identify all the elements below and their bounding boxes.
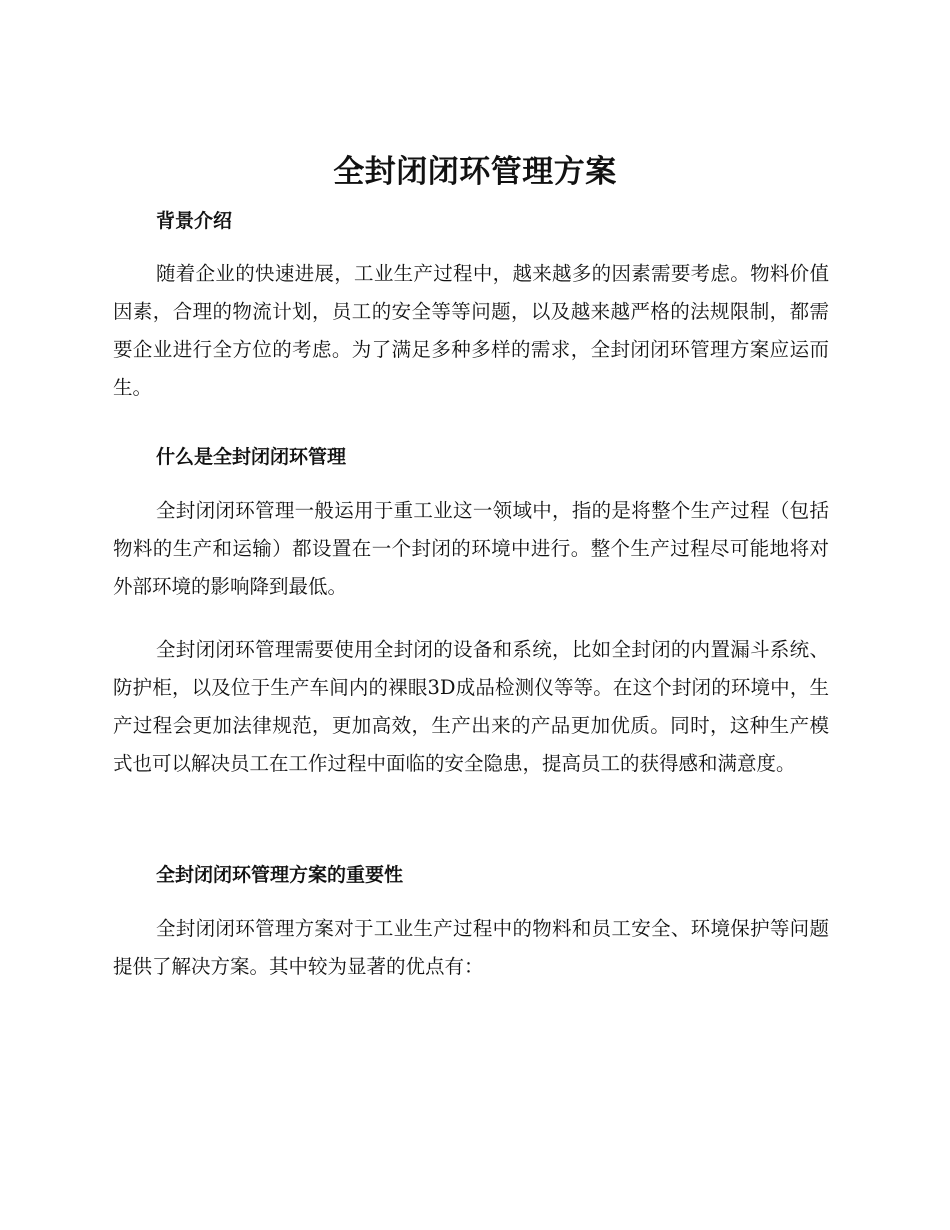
- paragraph-definition-1: 全封闭闭环管理一般运用于重工业这一领域中，指的是将整个生产过程（包括物料的生产和运输）都设置在一个封闭的环境中进行。整个生产过程尽可能地将对外部环境的影响降到最低。: [113, 499, 829, 598]
- section-heading-importance: 全封闭闭环管理方案的重要性: [156, 864, 404, 886]
- section-heading-background: 背景介绍: [156, 210, 233, 232]
- section-heading-definition: 什么是全封闭闭环管理: [156, 446, 347, 468]
- paragraph-definition-2: 全封闭闭环管理需要使用全封闭的设备和系统，比如全封闭的内置漏斗系统、防护柜，以及位于生产车间内的裸眼3D成品检测仪等等。在这个封闭的环境中，生产过程会更加法律规范，更加高效，生产出来的产品更加优质。同时，这种生产模式也可以解决员工在工作过程中面临的安全隐患，提高员工的获得感和满意度。: [113, 638, 829, 775]
- paragraph-background: 随着企业的快速进展，工业生产过程中，越来越多的因素需要考虑。物料价值因素，合理的物流计划，员工的安全等等问题，以及越来越严格的法规限制，都需要企业进行全方位的考虑。为了满足多种多样的需求，全封闭闭环管理方案应运而生。: [113, 262, 829, 399]
- document-title: 全封闭闭环管理方案: [333, 154, 617, 190]
- paragraph-importance: 全封闭闭环管理方案对于工业生产过程中的物料和员工安全、环境保护等问题提供了解决方案。其中较为显著的优点有：: [113, 917, 829, 978]
